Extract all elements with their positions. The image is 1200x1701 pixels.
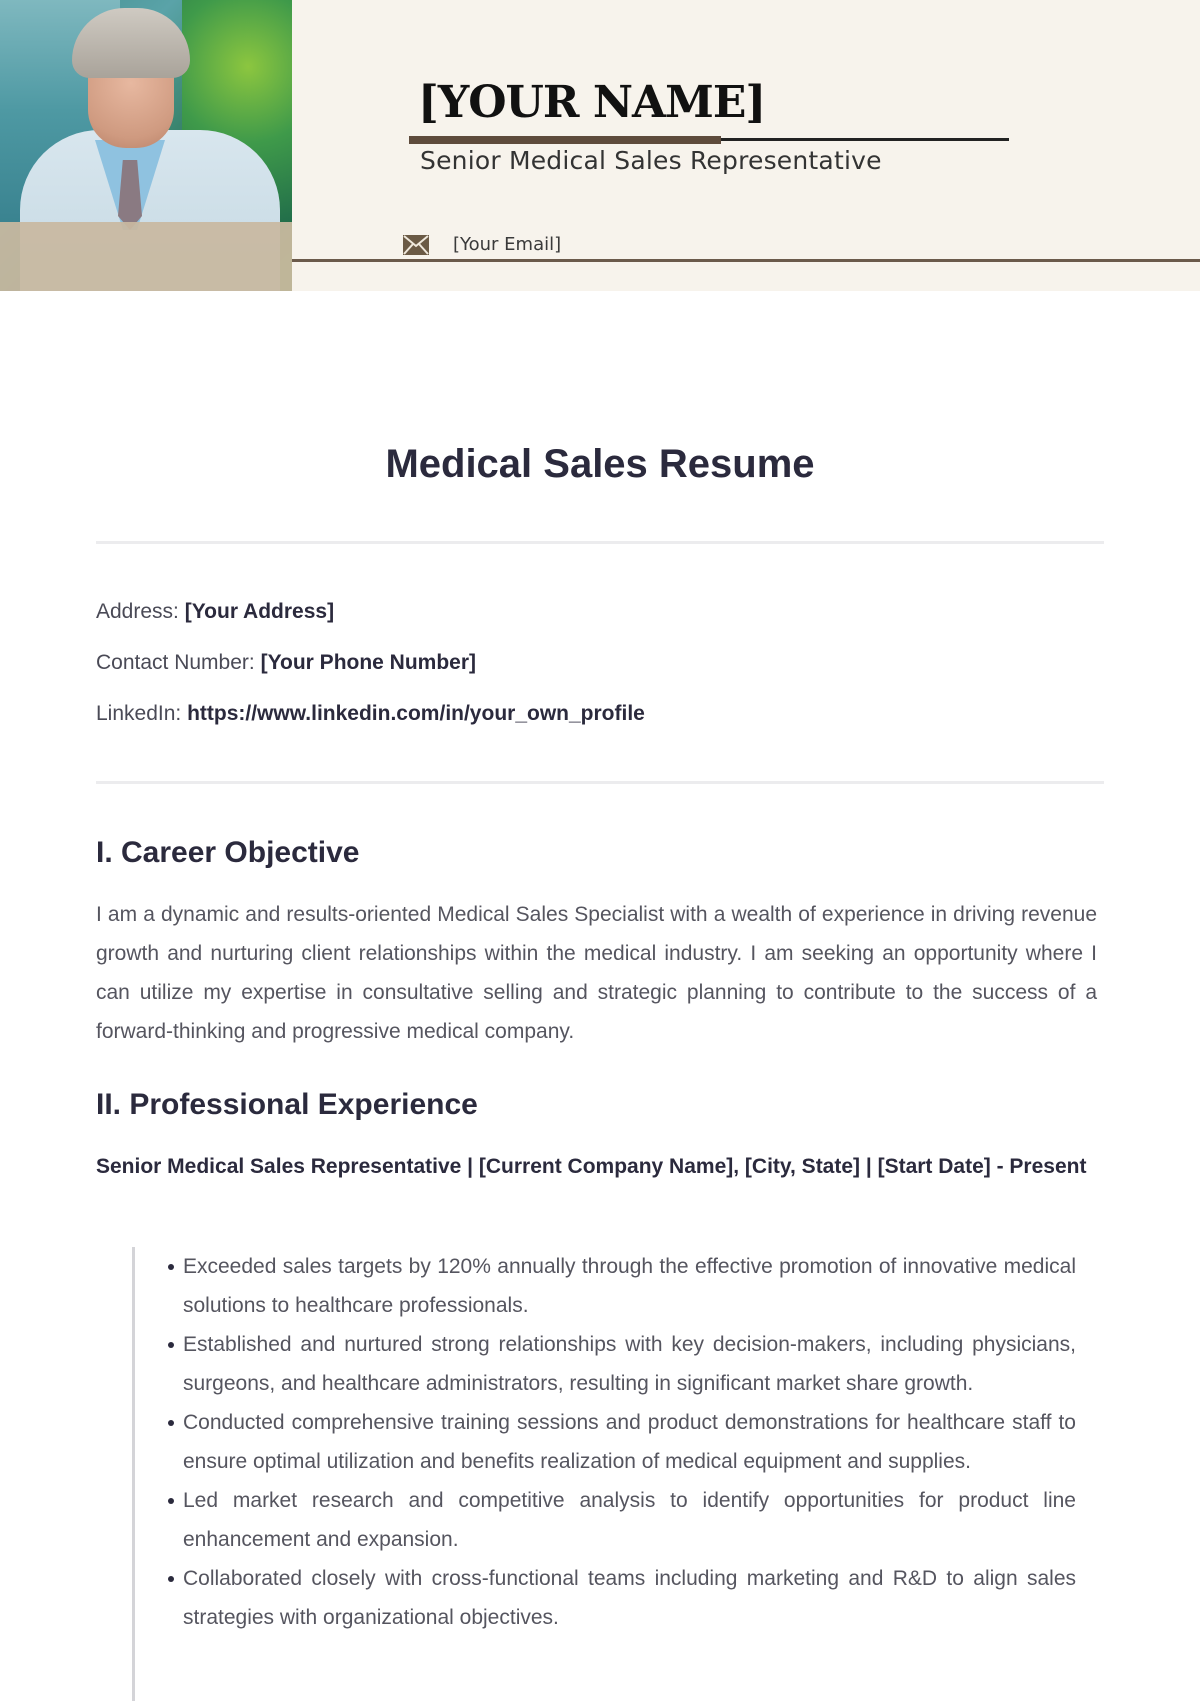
- header-divider: [292, 259, 1200, 262]
- phone-label: Contact Number:: [96, 651, 261, 674]
- candidate-name: [YOUR NAME]: [418, 77, 766, 128]
- contact-divider: [96, 781, 1104, 784]
- section-heading-professional-experience: II. Professional Experience: [96, 1088, 478, 1121]
- list-item: Exceeded sales targets by 120% annually through the effective promotion of innovative medical solutions to healthcare professionals.: [168, 1247, 1076, 1325]
- phone-value: [Your Phone Number]: [260, 651, 477, 674]
- linkedin-label: LinkedIn:: [96, 702, 188, 725]
- linkedin-line: [96, 702, 645, 726]
- name-underline-accent: [409, 136, 721, 144]
- list-item: Collaborated closely with cross-functional teams including marketing and R&D to align sales strategies with organizational objectives.: [168, 1559, 1076, 1637]
- photo-overlay-band: [0, 222, 292, 291]
- profile-photo: [0, 0, 292, 291]
- name-underline-rule: [721, 138, 1009, 141]
- experience-bullets-container: [132, 1247, 1076, 1701]
- resume-header: [0, 0, 1200, 291]
- address-value: [Your Address]: [184, 600, 335, 623]
- section-heading-career-objective: I. Career Objective: [96, 836, 360, 869]
- title-divider: [96, 541, 1104, 544]
- list-item: Established and nurtured strong relationships with key decision-makers, including physicians, surgeons, and healthcare administrators, resulting in significant market share growth.: [168, 1325, 1076, 1403]
- email-row: [403, 234, 561, 255]
- phone-line: [96, 651, 476, 675]
- list-item: Led market research and competitive analysis to identify opportunities for product line enhancement and expansion.: [168, 1481, 1076, 1559]
- address-label: Address:: [96, 600, 185, 623]
- document-title: Medical Sales Resume: [385, 442, 815, 486]
- experience-bullet-list: [168, 1247, 1076, 1637]
- candidate-job-title: Senior Medical Sales Representative: [420, 146, 882, 175]
- address-line: [96, 600, 334, 624]
- list-item: Conducted comprehensive training sessions and product demonstrations for healthcare staff to ensure optimal utilization and benefits realization of medical equipment and supplies.: [168, 1403, 1076, 1481]
- career-objective-text: I am a dynamic and results-oriented Medical Sales Specialist with a wealth of experience in driving revenue growth and nurturing client relationships within the medical industry. I am seeking an opportunity where I can utilize my expertise in consultative selling and strategic planning to contribute to the success of a forward-thinking and progressive medical company.: [96, 903, 1097, 1043]
- linkedin-link[interactable]: https://www.linkedin.com/in/your_own_profile: [187, 702, 645, 725]
- email-value: [Your Email]: [453, 234, 562, 255]
- job-heading: Senior Medical Sales Representative | [Current Company Name], [City, State] | [Start Date] - Present: [96, 1155, 1087, 1178]
- envelope-icon: [403, 235, 429, 255]
